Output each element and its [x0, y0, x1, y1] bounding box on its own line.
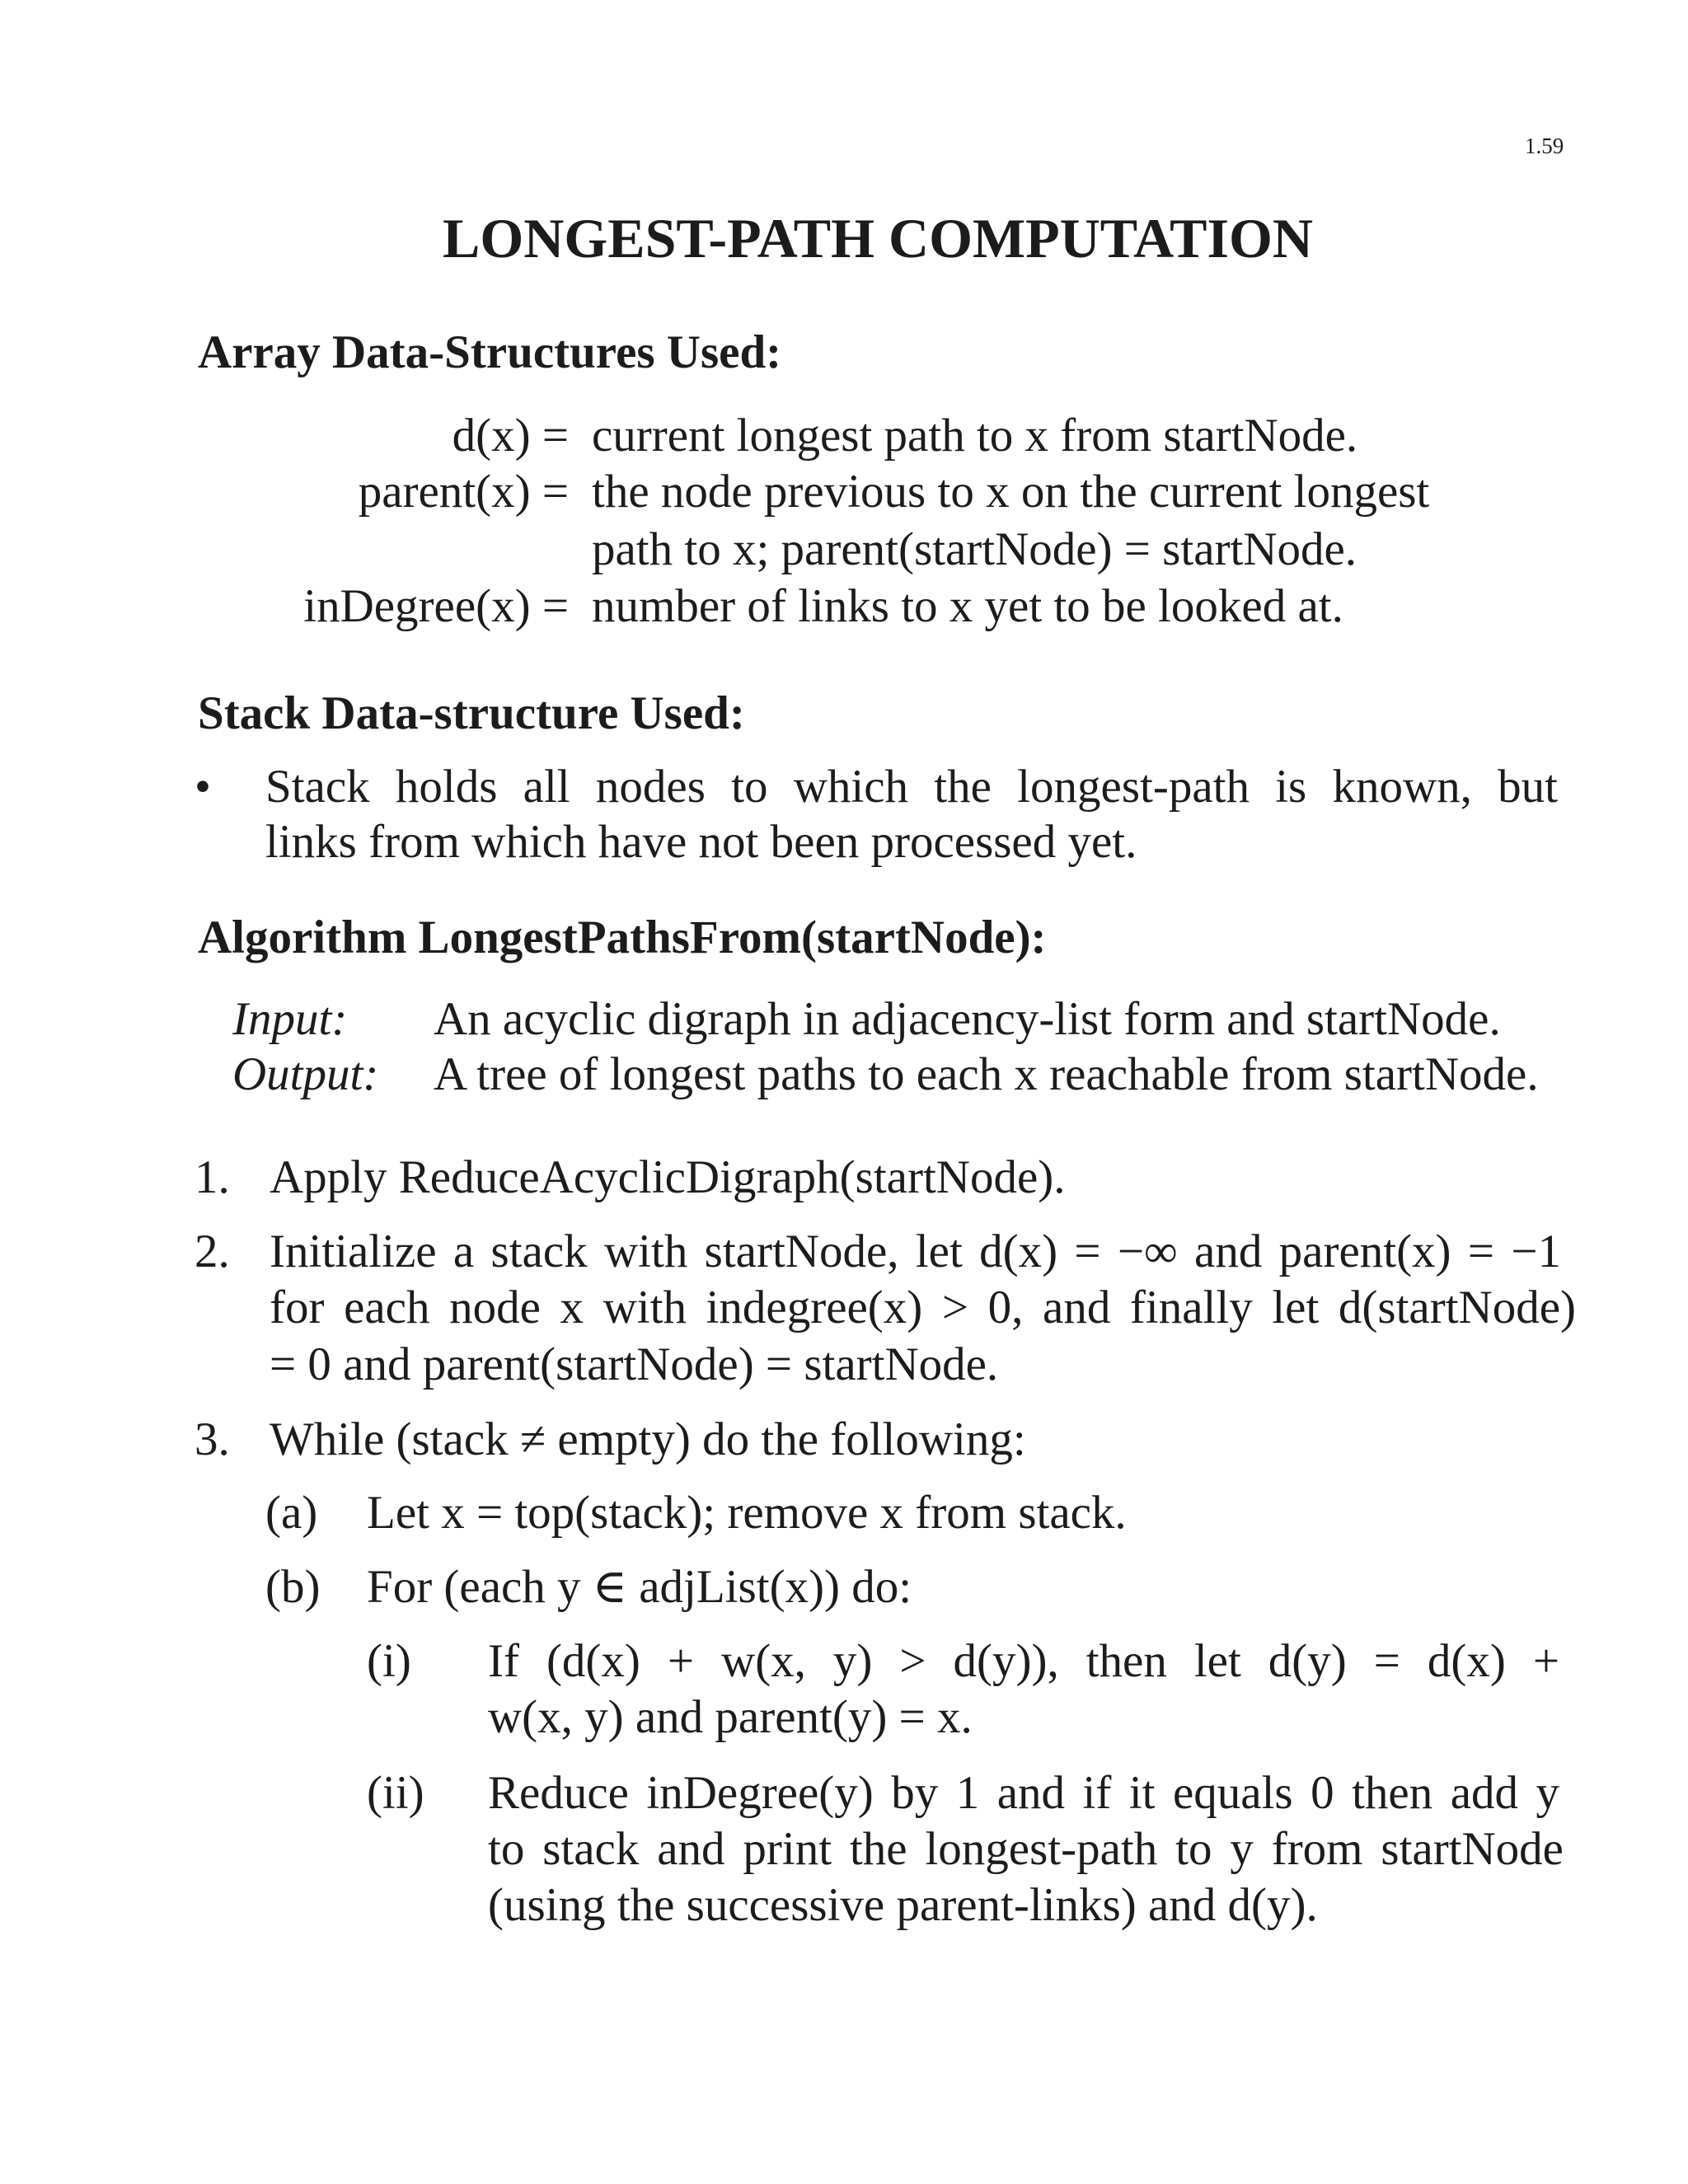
array-def-indegree: number of links to x yet to be looked at. [592, 580, 1343, 632]
step-3-text: While (stack ≠ empty) do the following: [270, 1413, 1026, 1465]
subsubstep-ii-line3: (using the successive parent-links) and d(y). [488, 1879, 1318, 1931]
step-1-text: Apply ReduceAcyclicDigraph(startNode). [270, 1151, 1066, 1203]
array-term-d: d(x) = [452, 410, 569, 462]
array-section-heading: Array Data-Structures Used: [198, 326, 782, 378]
step-2-line2: for each node x with indegree(x) > 0, and finally let d(startNode) [270, 1282, 1576, 1333]
output-text: A tree of longest paths to each x reachable from startNode. [434, 1048, 1539, 1100]
subsubstep-ii-line2: to stack and print the longest-path to y from startNode [488, 1823, 1564, 1875]
bullet: • [195, 761, 211, 813]
input-label: Input: [232, 993, 348, 1045]
stack-text-line1: Stack holds all nodes to which the longest-path is known, but [265, 761, 1558, 813]
page-title: LONGEST-PATH COMPUTATION [443, 207, 1313, 269]
subsubstep-ii-label: (ii) [367, 1767, 424, 1819]
stack-section-heading: Stack Data-structure Used: [198, 687, 745, 739]
input-text: An acyclic digraph in adjacency-list form and startNode. [434, 993, 1501, 1045]
step-2-line3: = 0 and parent(startNode) = startNode. [270, 1338, 999, 1390]
substep-a-text: Let x = top(stack); remove x from stack. [367, 1487, 1127, 1539]
substep-b-label: (b) [265, 1561, 321, 1613]
subsubstep-i-line1: If (d(x) + w(x, y) > d(y)), then let d(y) = d(x) + [488, 1635, 1559, 1687]
subsubstep-i-label: (i) [367, 1635, 411, 1687]
step-2-number: 2. [195, 1226, 230, 1277]
output-label: Output: [232, 1048, 379, 1100]
substep-b-text: For (each y ∈ adjList(x)) do: [367, 1561, 912, 1613]
stack-text-line2: links from which have not been processed yet. [265, 816, 1137, 868]
step-1-number: 1. [195, 1151, 230, 1203]
array-def-d: current longest path to x from startNode. [592, 410, 1358, 462]
subsubstep-i-line2: w(x, y) and parent(y) = x. [488, 1691, 973, 1743]
array-term-parent: parent(x) = [358, 466, 569, 518]
algorithm-heading: Algorithm LongestPathsFrom(startNode): [198, 912, 1047, 963]
page-number: 1.59 [1525, 134, 1564, 158]
array-def-parent-line1: the node previous to x on the current longest [592, 466, 1430, 518]
array-term-indegree: inDegree(x) = [303, 580, 569, 632]
array-def-parent-line2: path to x; parent(startNode) = startNode. [592, 523, 1357, 575]
substep-a-label: (a) [265, 1487, 318, 1539]
step-3-number: 3. [195, 1413, 230, 1465]
step-2-line1: Initialize a stack with startNode, let d(x) = −∞ and parent(x) = −1 [270, 1226, 1561, 1277]
subsubstep-ii-line1: Reduce inDegree(y) by 1 and if it equals 0 then add y [488, 1767, 1559, 1819]
